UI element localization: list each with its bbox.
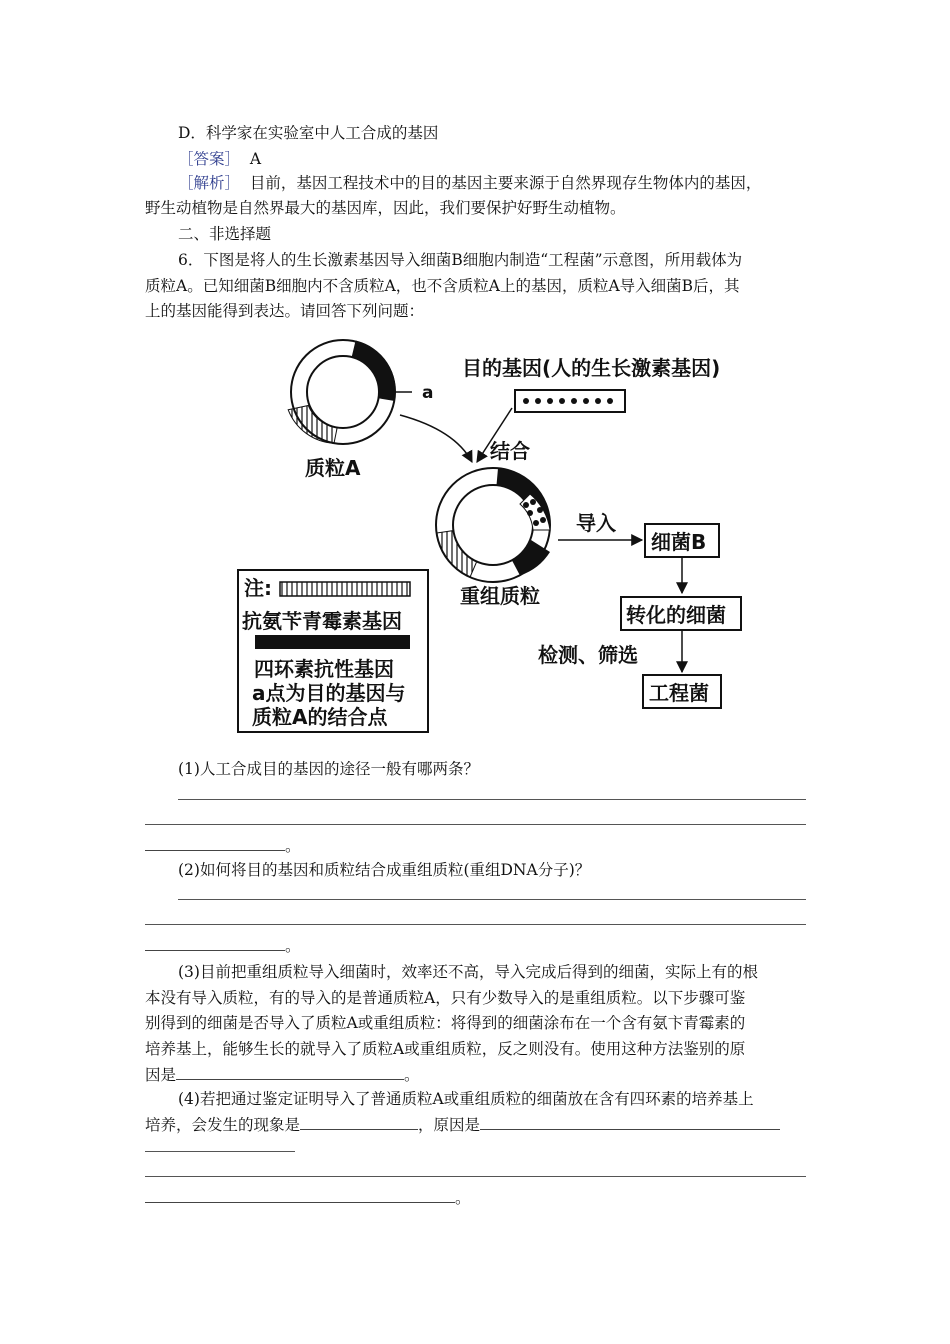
engineered-label: 工程菌 bbox=[649, 681, 709, 705]
recombinant-label: 重组质粒 bbox=[460, 584, 540, 608]
legend-tet-swatch bbox=[255, 635, 410, 649]
answer-value: A bbox=[249, 150, 262, 168]
section-title: 二、非选择题 bbox=[178, 225, 272, 243]
plasmid-to-recombinant-arrow bbox=[400, 415, 472, 462]
target-gene-label: 目的基因(人的生长激素基因) bbox=[462, 356, 721, 380]
answer-tag: ［答案］ bbox=[178, 150, 241, 168]
answer-line-q2-1[interactable] bbox=[178, 899, 806, 900]
point-a-label: a bbox=[422, 383, 434, 403]
target-gene-box bbox=[515, 390, 625, 412]
question-3-line-3: 别得到的细菌是否导入了质粒A或重组质粒：将得到的细菌涂布在一个含有氨卞青霉素的 bbox=[145, 1014, 746, 1032]
q4-prefix: 培养，会发生的现象是 bbox=[145, 1116, 301, 1134]
question-6-line-1: 6．下图是将人的生长激素基因导入细菌B细胞内制造“工程菌”示意图，所用载体为 bbox=[178, 251, 743, 269]
transformed-label: 转化的细菌 bbox=[626, 603, 726, 627]
q1-end-punct: 。 bbox=[285, 837, 301, 855]
answer-line-q4-2[interactable] bbox=[145, 1176, 806, 1177]
question-2: (2)如何将目的基因和质粒结合成重组质粒(重组DNA分子)？ bbox=[178, 861, 591, 879]
legend-note-2: 质粒A的结合点 bbox=[252, 705, 388, 729]
legend-tet-label: 四环素抗性基因 bbox=[254, 657, 394, 681]
legend-amp-swatch bbox=[280, 582, 410, 596]
answer-line-q2-3 bbox=[145, 934, 807, 957]
recombinant-amp-segment bbox=[437, 531, 477, 578]
answer-line-q1-2[interactable] bbox=[145, 824, 806, 825]
bacteria-b-label: 细菌B bbox=[651, 530, 707, 554]
import-label: 导入 bbox=[576, 511, 616, 535]
answer-blank-q3[interactable] bbox=[176, 1063, 404, 1080]
tetracycline-gene-segment bbox=[352, 341, 396, 402]
question-3-line-2: 本没有导入质粒，有的导入的是普通质粒A，只有少数导入的是重组质粒。以下步骤可鉴 bbox=[145, 989, 746, 1007]
plasmid-a-label: 质粒A bbox=[305, 456, 361, 480]
answer-line-q1-3 bbox=[145, 834, 807, 857]
question-6-line-2: 质粒A。已知细菌B细胞内不含质粒A，也不含质粒A上的基因，质粒A导入细菌B后，其 bbox=[145, 277, 740, 295]
question-3-line-5 bbox=[145, 1063, 807, 1086]
question-3-line-4: 培养基上，能够生长的就导入了质粒A或重组质粒，反之则没有。使用这种方法鉴别的原 bbox=[145, 1040, 746, 1058]
legend-box bbox=[238, 570, 428, 732]
answer-blank-q2[interactable] bbox=[145, 934, 285, 951]
plasmid-a bbox=[288, 340, 412, 444]
answer-blank-q4-final[interactable] bbox=[145, 1186, 455, 1203]
analysis-text-1: 目前，基因工程技术中的目的基因主要来源于自然界现存生物体内的基因， bbox=[249, 174, 762, 192]
legend-note-1: a点为目的基因与 bbox=[252, 681, 406, 705]
question-1: (1)人工合成目的基因的途径一般有哪两条？ bbox=[178, 760, 479, 778]
legend-amp-label: 抗氨苄青霉素基因 bbox=[242, 609, 402, 633]
q4-end-punct: 。 bbox=[455, 1189, 471, 1207]
recombinant-plasmid bbox=[436, 468, 550, 582]
analysis-tag: ［解析］ bbox=[178, 174, 241, 192]
answer-line-q4-3 bbox=[145, 1186, 807, 1209]
legend-title: 注: bbox=[244, 576, 272, 600]
question-6-line-3: 上的基因能得到表达。请回答下列问题： bbox=[145, 302, 425, 320]
detect-screen-label: 检测、筛选 bbox=[538, 643, 638, 667]
option-d: D．科学家在实验室中人工合成的基因 bbox=[178, 124, 439, 142]
answer-line-q4-1[interactable] bbox=[145, 1151, 295, 1152]
q4-mid: ，原因是 bbox=[418, 1116, 481, 1134]
answer-line bbox=[178, 148, 840, 170]
answer-blank-q4-reason[interactable] bbox=[480, 1113, 780, 1130]
q2-end-punct: 。 bbox=[285, 937, 301, 955]
answer-blank-q1[interactable] bbox=[145, 834, 285, 851]
genetic-engineering-diagram bbox=[230, 330, 770, 740]
question-3-line-1: (3)目前把重组质粒导入细菌时，效率还不高，导入完成后得到的细菌，实际上有的根 bbox=[178, 963, 758, 981]
answer-line-q2-2[interactable] bbox=[145, 924, 806, 925]
analysis-line-2: 野生动植物是自然界最大的基因库，因此，我们要保护好野生动植物。 bbox=[145, 199, 626, 217]
question-4-line-1: (4)若把通过鉴定证明导入了普通质粒A或重组质粒的细菌放在含有四环素的培养基上 bbox=[178, 1090, 754, 1108]
analysis-line-1 bbox=[178, 172, 840, 194]
q3-end-punct: 。 bbox=[404, 1066, 420, 1084]
answer-blank-q4-phenomenon[interactable] bbox=[300, 1113, 418, 1130]
answer-line-q1-1[interactable] bbox=[178, 799, 806, 800]
question-4-line-2 bbox=[145, 1113, 807, 1136]
recombinant-tet-segment-2 bbox=[512, 540, 550, 576]
q3-prefix: 因是 bbox=[145, 1066, 177, 1084]
combine-label: 结合 bbox=[490, 439, 530, 463]
